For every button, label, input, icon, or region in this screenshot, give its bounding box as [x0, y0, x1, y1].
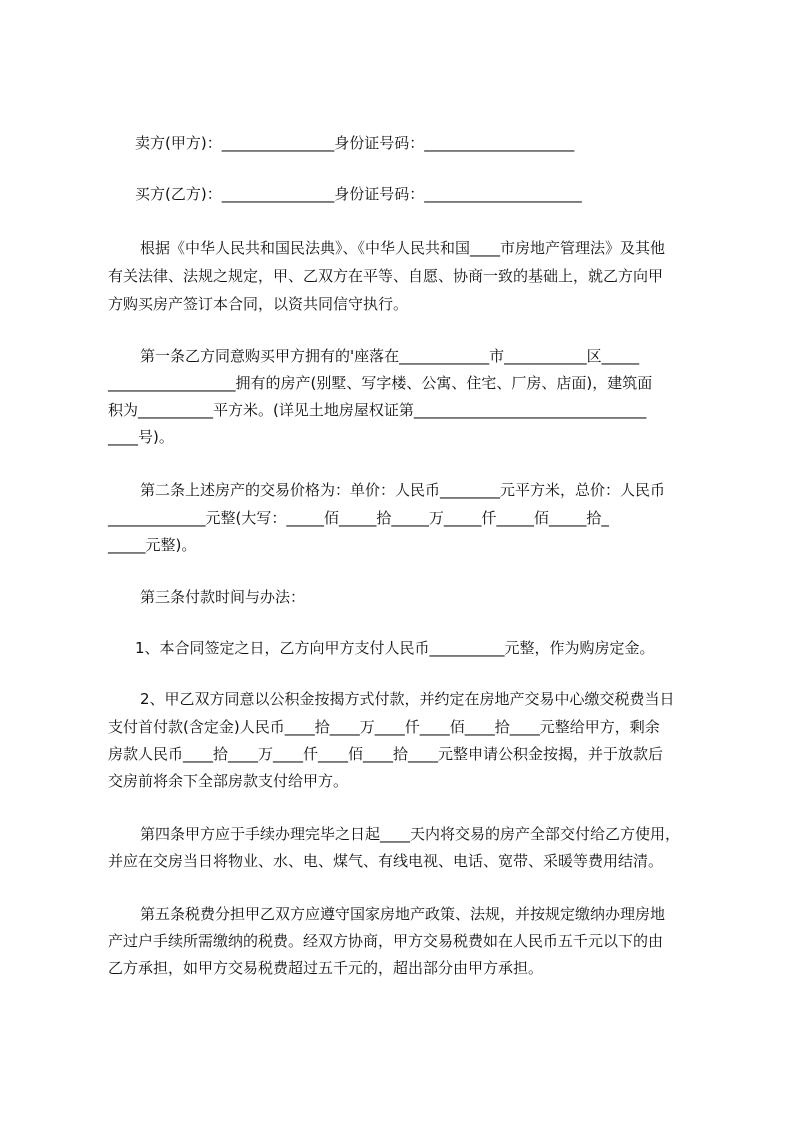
preamble-line-1: 根据《中华人民共和国民法典》、《中华人民共和国____市房地产管理法》及其他	[140, 239, 666, 257]
article3-item1: 1、本合同签定之日，乙方向甲方支付人民币__________元整，作为购房定金。	[135, 639, 655, 657]
article5-line-1: 第五条税费分担甲乙双方应遵守国家房地产政策、法规，并按规定缴纳办理房地	[140, 905, 666, 923]
preamble-line-2: 有关法律、法规之规定，甲、乙双方在平等、自愿、协商一致的基础上，就乙方向甲	[108, 267, 664, 285]
article1-line-2: _________________拥有的房产(别墅、写字楼、公寓、住宅、厂房、店面)，建筑面	[108, 374, 653, 392]
article3-item2-line-1: 2、甲乙双方同意以公积金按揭方式付款，并约定在房地产交易中心缴交税费当日	[140, 690, 675, 708]
preamble-line-3: 方购买房产签订本合同，以资共同信守执行。	[108, 295, 409, 313]
buyer-line: 买方(乙方)：_______________身份证号码：_____________________	[135, 185, 582, 203]
article1-line-1: 第一条乙方同意购买甲方拥有的'座落在____________市___________区_____	[140, 347, 640, 365]
article2-line-3: _____元整)。	[108, 536, 197, 554]
article1-line-4: ____号)。	[108, 428, 174, 446]
seller-line: 卖方(甲方)：_______________身份证号码：____________________	[135, 134, 575, 152]
article2-line-2: _____________元整(大写：_____佰_____拾_____万_____仟_____佰_____拾_	[108, 509, 609, 527]
article3-title: 第三条付款时间与办法：	[140, 588, 306, 606]
article3-item2-line-2: 支付首付款(含定金)人民币____拾____万____仟____佰____拾____元整给甲方，剩余	[108, 718, 660, 736]
article3-item2-line-4: 交房前将余下全部房款支付给甲方。	[108, 772, 349, 790]
article5-line-2: 产过户手续所需缴纳的税费。经双方协商，甲方交易税费如在人民币五千元以下的由	[108, 932, 664, 950]
article3-item2-line-3: 房款人民币____拾____万____仟____佰____拾____元整申请公积金按揭，并于放款后	[108, 745, 664, 763]
article5-line-3: 乙方承担，如甲方交易税费超过五千元的，超出部分由甲方承担。	[108, 959, 544, 977]
article2-line-1: 第二条上述房产的交易价格为：单价：人民币________元平方米，总价：人民币	[140, 481, 666, 499]
article4-line-1: 第四条甲方应于手续办理完毕之日起____天内将交易的房产全部交付给乙方使用，	[140, 825, 681, 843]
article1-line-3: 积为__________平方米。(详见土地房屋权证第_______________________________	[108, 401, 647, 419]
article4-line-2: 并应在交房当日将物业、水、电、煤气、有线电视、电话、宽带、采暖等费用结清。	[108, 852, 664, 870]
